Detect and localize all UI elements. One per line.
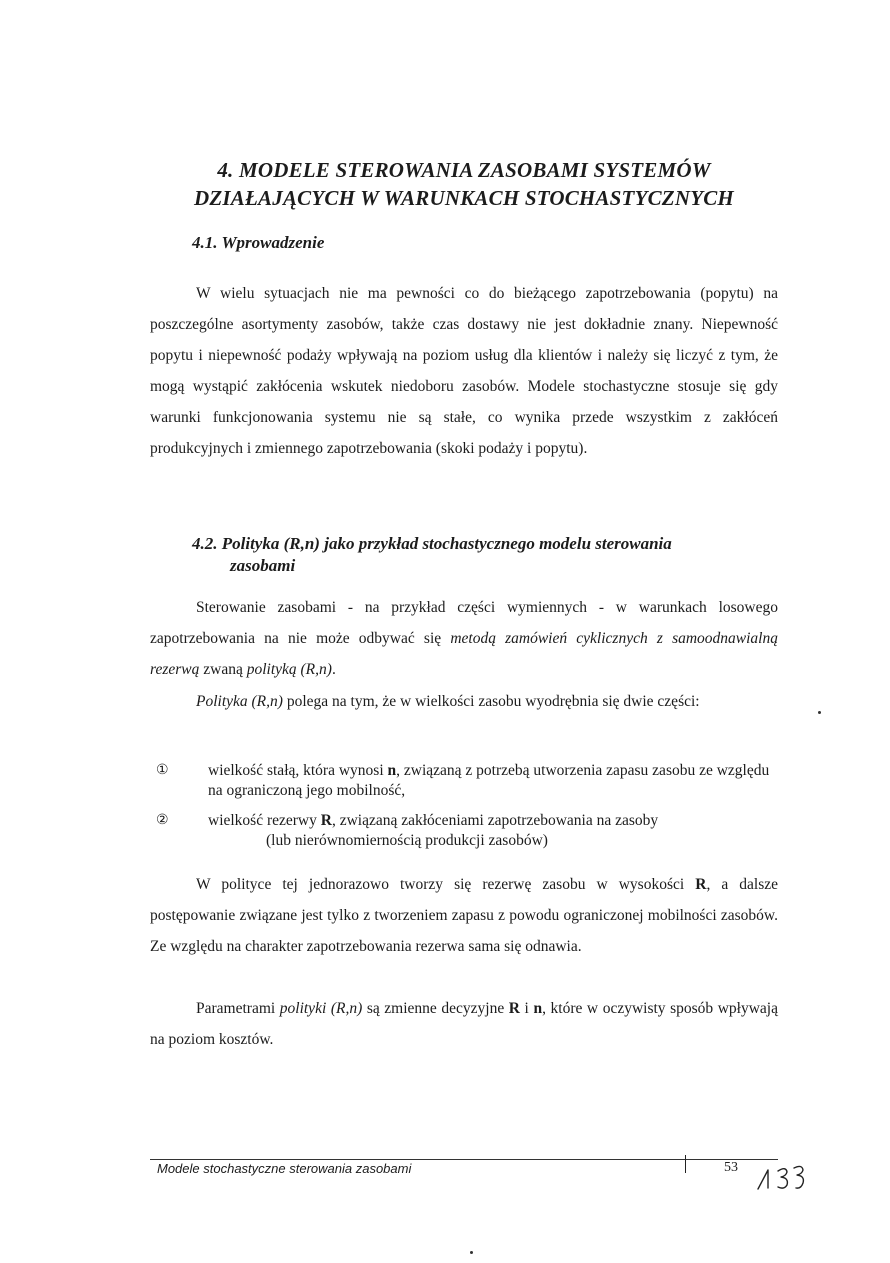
list-item-fixed-size-text bbox=[208, 761, 780, 801]
method-name-emphasis: metodą zamówień cyklicznych z samoodnawialną rezerwą bbox=[150, 630, 778, 678]
variable-n-bold: n bbox=[387, 762, 397, 779]
policy-parts-paragraph bbox=[150, 686, 778, 717]
scan-speck bbox=[818, 711, 821, 714]
circled-one-marker: ① bbox=[156, 763, 169, 778]
list-item-reserve bbox=[150, 811, 780, 851]
policy-parts-text: polega na tym, że w wielkości zasobu wyodrębnia się dwie części: bbox=[282, 693, 700, 710]
reserve-text-b: , a dalsze postępowanie związane jest tylko z tworzeniem zapasu z powodu ograniczonej mobilności zasobów. Ze względu na charakter zapotrzebowania rezerwa sama się odnawia. bbox=[150, 876, 779, 955]
footer-rule bbox=[150, 1159, 778, 1160]
parameters-text-a: Parametrami bbox=[196, 1000, 280, 1017]
list-item-1-text-a: wielkość stałą, która wynosi bbox=[208, 762, 388, 779]
intro-paragraph: W wielu sytuacjach nie ma pewności co do bieżącego zapotrzebowania (popytu) na poszczególne asortymenty zasobów, także czas dostawy nie jest dokładnie znany. Niepewność popytu i niepewność podaży wpływają na poziom usług dla klientów i należy się liczyć z tym, że mogą wystąpić zakłócenia wskutek niedoboru zasobów. Modele stochastyczne stosuje się gdy warunki funkcjonowania systemu nie są stałe, co wynika przede wszystkim z zakłóceń produkcyjnych i zmiennego zapotrzebowania (skoki podaży i popytu). bbox=[150, 285, 778, 457]
list-item-reserve-text bbox=[208, 811, 780, 831]
reserve-variable-bold: R bbox=[695, 876, 707, 893]
parameters-policy-emphasis: polityki (R,n) bbox=[279, 1000, 363, 1017]
chapter-title-line-2: DZIAŁAJĄCYCH W WARUNKACH STOCHASTYCZNYCH bbox=[194, 186, 734, 210]
list-item-1-text-b: , związaną z potrzebą utworzenia zapasu zasobu ze względu na ograniczoną jego mobilność, bbox=[208, 762, 770, 799]
page-number: 53 bbox=[724, 1160, 738, 1175]
parameters-n-bold: n bbox=[533, 1000, 543, 1017]
chapter-title-line-1: 4. MODELE STEROWANIA ZASOBAMI SYSTEMÓW bbox=[217, 158, 711, 182]
handwritten-page-mark bbox=[756, 1160, 812, 1192]
policy-term-emphasis: Polityka (R,n) bbox=[196, 693, 283, 710]
parameters-text-b: są zmienne decyzyjne bbox=[362, 1000, 509, 1017]
policy-intro-paragraph bbox=[150, 592, 778, 685]
policy-intro-text-c: . bbox=[331, 661, 336, 678]
parameters-text-d: , które w oczywisty sposób wpływają na poziom kosztów. bbox=[150, 1000, 778, 1048]
variable-r-bold: R bbox=[320, 812, 332, 829]
list-item-reserve-subline: (lub nierównomiernością produkcji zasobów) bbox=[266, 832, 548, 849]
section-heading-4-2 bbox=[192, 533, 782, 577]
list-item-2-text-b: , związaną zakłóceniami zapotrzebowania na zasoby bbox=[331, 812, 659, 829]
policy-intro-text-b: zwaną bbox=[199, 661, 247, 678]
chapter-title bbox=[150, 156, 778, 212]
list-item-fixed-size bbox=[150, 761, 780, 801]
scan-speck bbox=[470, 1251, 473, 1254]
section-heading-4-2-line-1: 4.2. Polityka (R,n) jako przykład stochastycznego modelu sterowania bbox=[192, 534, 672, 553]
footer-separator bbox=[685, 1155, 686, 1173]
section-heading-4-2-line-2: zasobami bbox=[230, 556, 296, 575]
reserve-paragraph bbox=[150, 869, 778, 962]
list-item-2-text-a: wielkość rezerwy bbox=[208, 812, 321, 829]
section-heading-4-1: 4.1. Wprowadzenie bbox=[192, 233, 325, 252]
reserve-text-a: W polityce tej jednorazowo tworzy się rezerwę zasobu w wysokości bbox=[196, 876, 696, 893]
footer-running-title: Modele stochastyczne sterowania zasobami bbox=[157, 1161, 412, 1176]
policy-intro-text-a: Sterowanie zasobami - na przykład części wymiennych - w warunkach losowego zapotrzebowania na nie może odbywać się bbox=[150, 599, 778, 647]
parameters-r-bold: R bbox=[508, 1000, 520, 1017]
policy-name-emphasis: polityką (R,n) bbox=[246, 661, 332, 678]
parameters-paragraph bbox=[150, 993, 778, 1055]
parameters-text-c: i bbox=[519, 1000, 534, 1017]
circled-two-marker: ② bbox=[156, 813, 169, 828]
